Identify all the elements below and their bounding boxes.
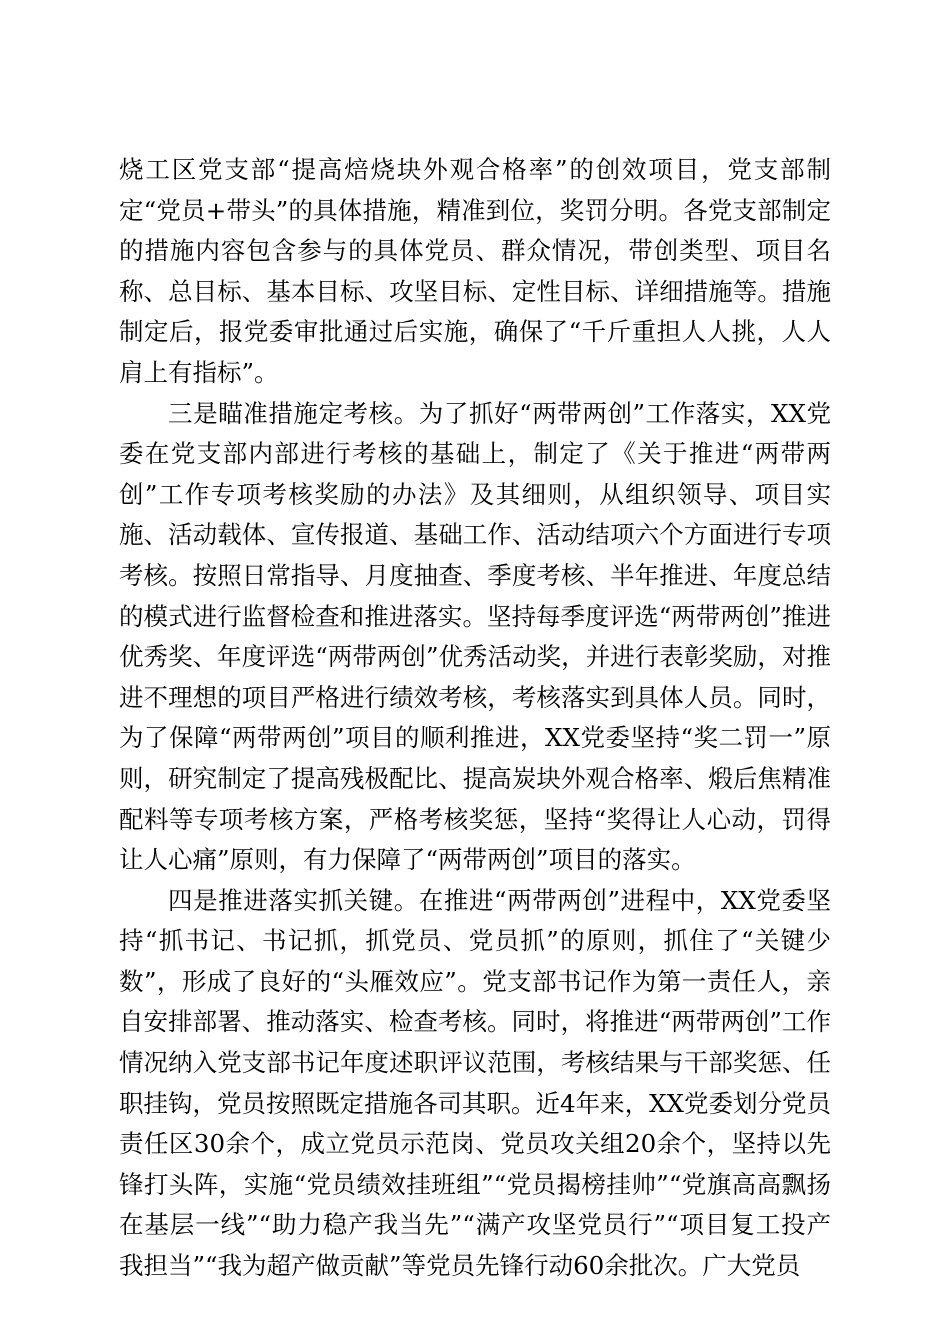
paragraph-point-four: 四是推进落实抓关键。在推进“两带两创”进程中，XX党委坚持“抓书记、书记抓，抓党员、党员抓”的原则，抓住了“关键少数”，形成了良好的“头雁效应”。党支部书记作为第一责任人，亲自安排部署、推动落实、检查考核。同时，将推进“两带两创”工作情况纳入党支部书记年度述职评议范围，考核结果与干部奖惩、任职挂钩，党员按照既定措施各司其职。近4年来，XX党委划分党员责任区30余个，成立党员示范岗、党员攻关组20余个，坚持以先锋打头阵，实施“党员绩效挂班组”“党员揭榜挂帅”“党旗高高飘扬在基层一线”“助力稳产我当先”“满产攻坚党员行”“项目复工投产我担当”“我为超产做贡献”等党员先锋行动60余批次。广大党员 xyxy=(119,885,831,1281)
paragraph-point-three: 三是瞄准措施定考核。为了抓好“两带两创”工作落实，XX党委在党支部内部进行考核的基础上，制定了《关于推进“两带两创”工作专项考核奖励的办法》及其细则，从组织领导、项目实施、活动载体、宣传报道、基础工作、活动结项六个方面进行专项考核。按照日常指导、月度抽查、季度考核、半年推进、年度总结的模式进行监督检查和推进落实。坚持每季度评选“两带两创”推进优秀奖、年度评选“两带两创”优秀活动奖，并进行表彰奖励，对推进不理想的项目严格进行绩效考核，考核落实到具体人员。同时，为了保障“两带两创”项目的顺利推进，XX党委坚持“奖二罚一”原则，研究制定了提高残极配比、提高炭块外观合格率、煅后焦精准配料等专项考核方案，严格考核奖惩，坚持“奖得让人心动，罚得让人心痛”原则，有力保障了“两带两创”项目的落实。 xyxy=(119,398,831,875)
document-body xyxy=(119,150,831,1287)
paragraph-continuation: 烧工区党支部“提高焙烧块外观合格率”的创效项目，党支部制定“党员+带头”的具体措施，精准到位，奖罚分明。各党支部制定的措施内容包含参与的具体党员、群众情况，带创类型、项目名称、总目标、基本目标、攻坚目标、定性目标、详细措施等。措施制定后，报党委审批通过后实施，确保了“千斤重担人人挑，人人肩上有指标”。 xyxy=(119,155,831,387)
